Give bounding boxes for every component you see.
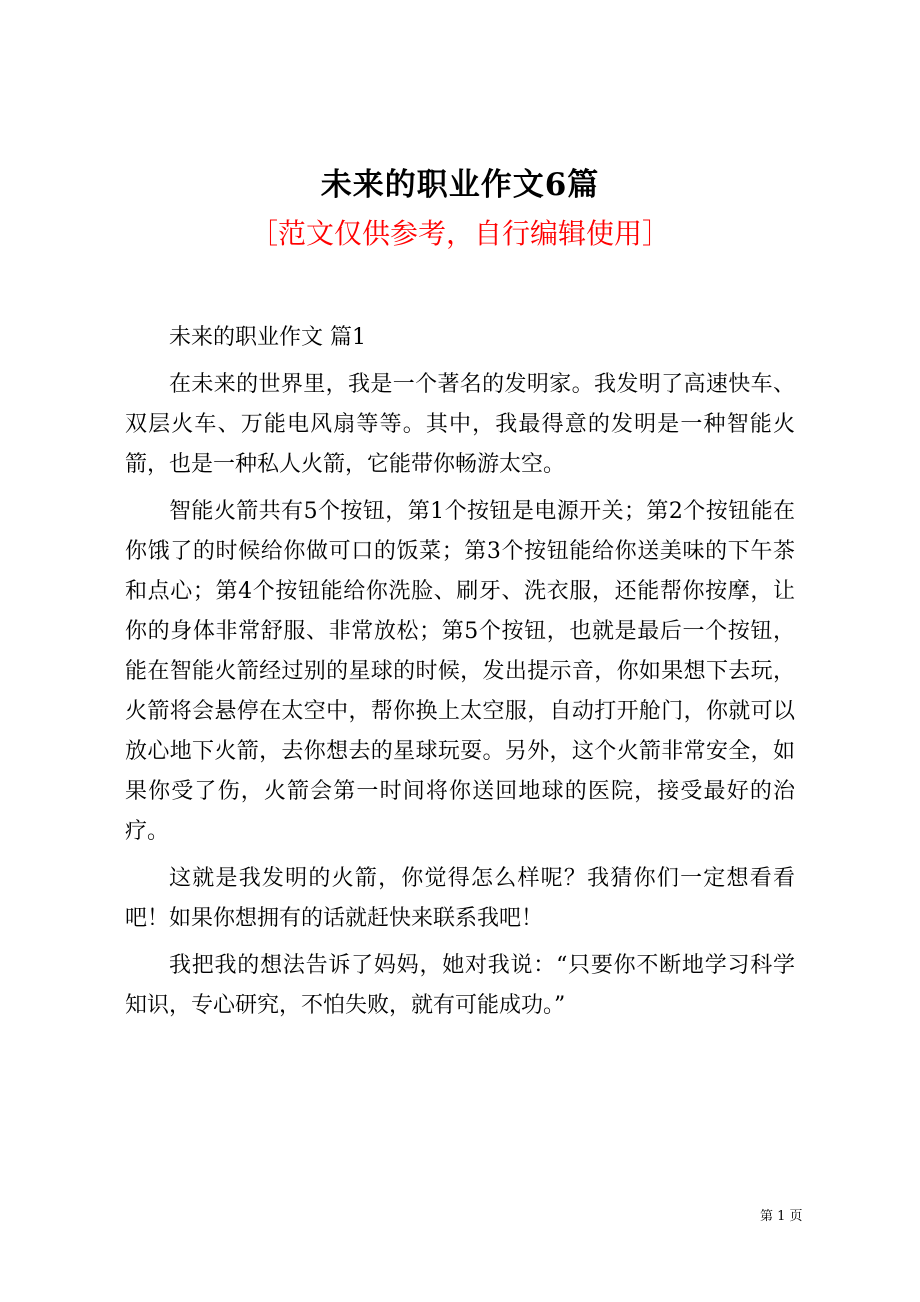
paragraph: 智能火箭共有5个按钮，第1个按钮是电源开关；第2个按钮能在你饿了的时候给你做可口的饭菜；第3个按钮能给你送美味的下午茶和点心；第4个按钮能给你洗脸、刷牙、洗衣服，还能帮你按摩，让你的身体非常舒服、非常放松；第5个按钮，也就是最后一个按钮，能在智能火箭经过别的星球的时候，发出提示音，你如果想下去玩，火箭将会悬停在太空中，帮你换上太空服，自动打开舱门，你就可以放心地下火箭，去你想去的星球玩耍。另外，这个火箭非常安全，如果你受了伤，火箭会第一时间将你送回地球的医院，接受最好的治疗。 [125,499,795,844]
section-heading: 未来的职业作文 篇1 [169,325,366,350]
document-body [125,318,795,1033]
document-subtitle: ［范文仅供参考，自行编辑使用］ [249,217,670,250]
page-number: 第 1 页 [760,1209,803,1224]
document-title: 未来的职业作文6篇 [320,167,600,203]
paragraph: 这就是我发明的火箭，你觉得怎么样呢？我猜你们一定想看看吧！如果你想拥有的话就赶快来联系我吧！ [125,866,795,931]
paragraph: 在未来的世界里，我是一个著名的发明家。我发明了高速快车、双层火车、万能电风扇等等。其中，我最得意的发明是一种智能火箭，也是一种私人火箭，它能带你畅游太空。 [125,372,795,477]
paragraph: 我把我的想法告诉了妈妈，她对我说：“只要你不断地学习科学知识，专心研究，不怕失败，就有可能成功。” [125,953,795,1018]
